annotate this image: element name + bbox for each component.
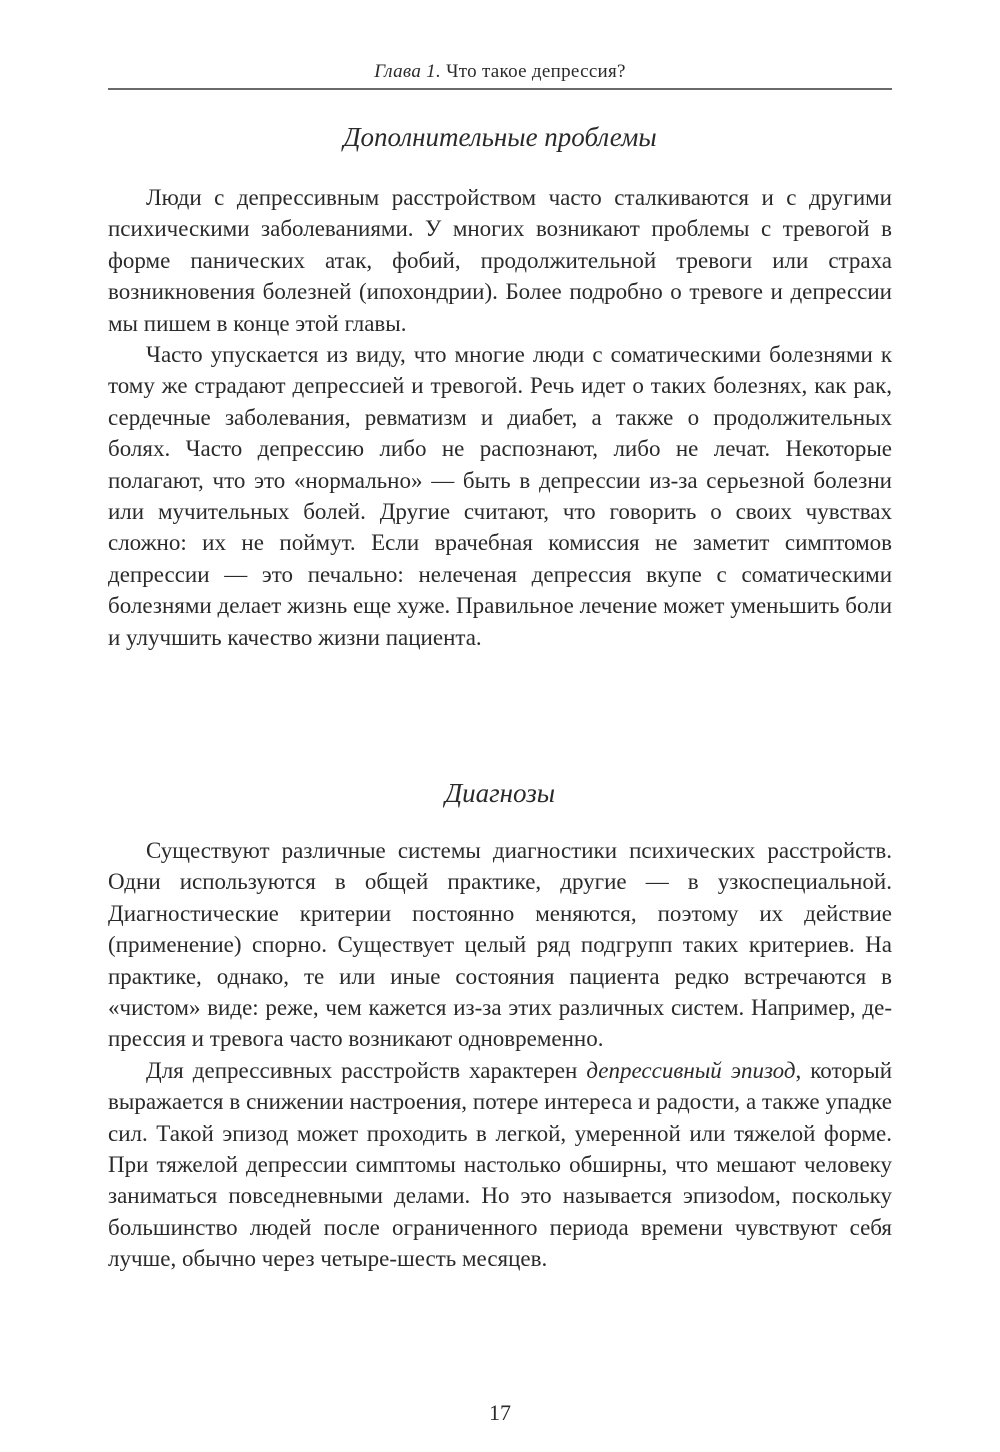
- paragraph: Люди с депрессивным расстройством часто сталкиваются и с другими психическими заболеваниями. У многих возникают проблемы с тревогой в форме панических атак, фобий, продолжительной тревоги или страха возникновения болезней (ипохондрии). Более подробно о тревоге и депрессии мы пишем в конце этой главы.: [108, 185, 892, 336]
- section-title-diagnoses: Диагнозы: [444, 778, 556, 808]
- paragraph-text: Для депрессивных расстройств характерен: [146, 1057, 587, 1083]
- running-head: [108, 60, 892, 84]
- book-page: [108, 0, 892, 1452]
- header-rule: [108, 88, 892, 90]
- paragraph: [108, 1055, 892, 1275]
- section-body-additional-problems: [108, 182, 892, 653]
- paragraph: Существуют различные системы диагностики психических расстройств. Одни используются в общей практике, другие — в узкоспециальной. Диагностические критерии постоянно меняются, поэтому их действие (применение) спорно. Существует целый ряд подгрупп таких критериев. На практике, однако, те или иные состояния пациента редко встречаются в «чистом» виде: реже, чем кажется из-за этих различных систем. Например, депрессия и тревога часто возникают одновременно.: [108, 838, 892, 1052]
- page-number: 17: [489, 1400, 511, 1425]
- section-body-diagnoses: [108, 835, 892, 1275]
- running-head-chapter-title: Что такое депрессия?: [446, 61, 626, 82]
- section-title-additional-problems: Дополнительные проблемы: [343, 122, 657, 152]
- paragraph-text: , который выражается в снижении настроения, потере интереса и радости, а также упадке сил. Такой эпизод может проходить в легкой, умеренной или тяжелой форме. При тяжелой депрессии симптомы настолько обширны, что мешают человеку заниматься повседневными делами. Но это называется эпизоdом, поскольку большинство людей после ограниченного периода времени чувствуют себя лучше, обычно через четыре-шесть месяцев.: [108, 1057, 892, 1272]
- emphasized-term: депрессивный эпизод: [586, 1057, 796, 1083]
- paragraph: Часто упускается из виду, что многие люди с соматическими болезнями к тому же страдают депрессией и тревогой. Речь идет о таких болезнях, как рак, сердечные заболевания, ревматизм и диабет, а также о продолжительных болях. Часто депрессию либо не распознают, либо не лечат. Некоторые полагают, что это «нормально» — быть в депрессии из-за серьезной болезни или мучительных болей. Другие считают, что говорить о своих чувствах сложно: их не поймут. Если врачебная комиссия не заметит симптомов депрессии — это печально: нелеченая депрессия вкупе с соматическими болезнями делает жизнь еще хуже. Правильное лечение может уменьшить боли и улучшить качество жизни пациента.: [108, 342, 892, 650]
- running-head-chapter-label: Глава 1.: [374, 61, 442, 82]
